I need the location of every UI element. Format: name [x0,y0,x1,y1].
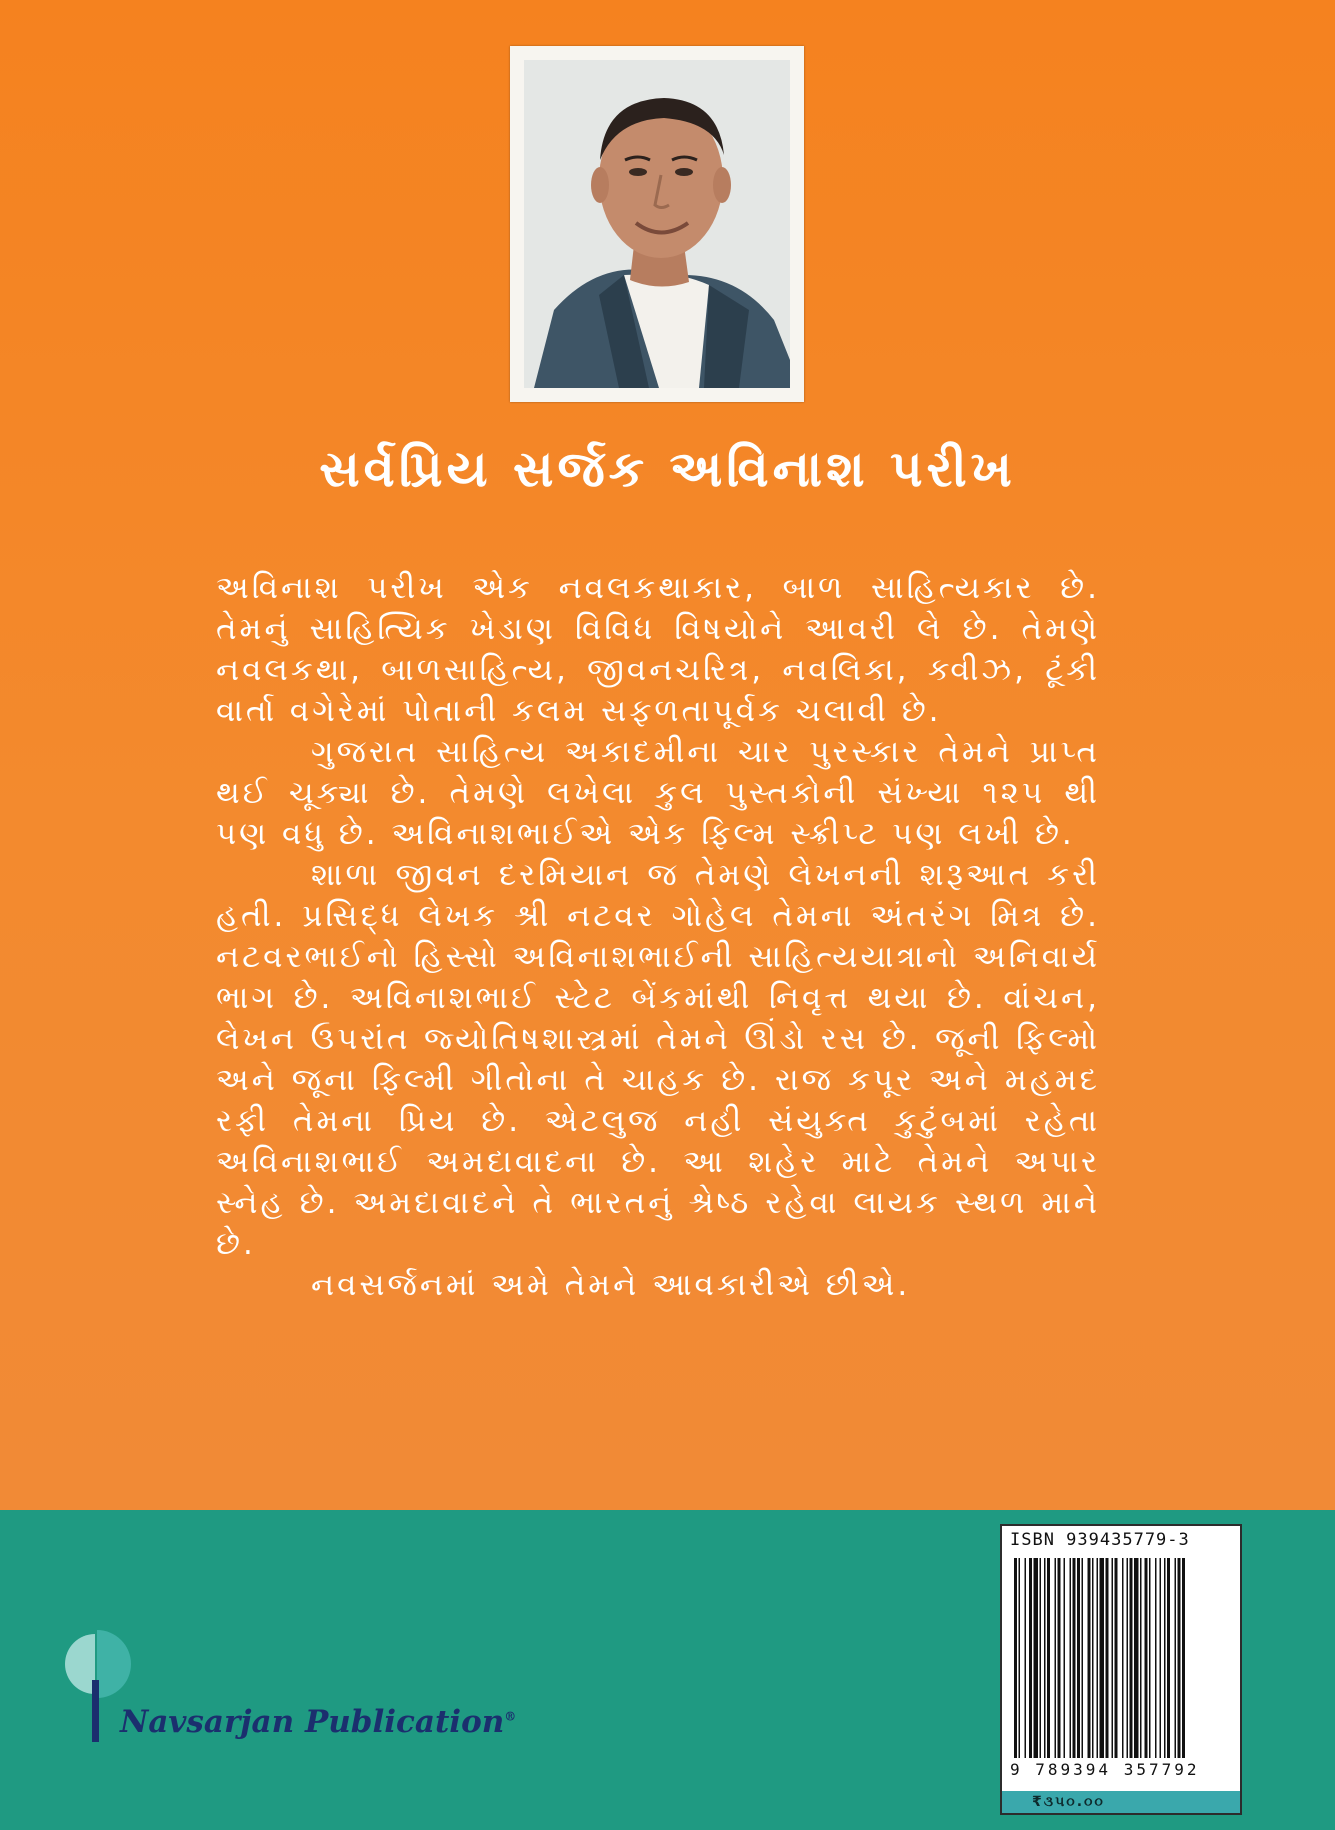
barcode-bar [1130,1558,1133,1758]
bio-paragraph: અવિનાશ પરીખ એક નવલકથાકાર, બાળ સાહિત્યકાર છે. તેમનું સાહિત્યિક ખેડાણ વિવિધ વિષયોને આવરી લે છે. તેમણે નવલકથા, બાળસાહિત્ય, જીવનચરિત્ર, નવલિકા, ક્વીઝ, ટૂંકી વાર્તા વગેરેમાં પોતાની કલમ સફળતાપૂર્વક ચલાવી છે. [216,570,1100,729]
barcode-bar [1019,1558,1021,1758]
barcode-bar [1100,1558,1105,1758]
publisher-name [120,1704,516,1740]
barcode-bar [1055,1558,1057,1758]
publisher-name-text: Navsarjan Publication [120,1704,505,1740]
price-code: ₹૩૫૦.૦૦ [1002,1791,1240,1813]
author-photo-frame [510,46,804,402]
barcode-bar [1044,1558,1046,1758]
barcode-bar [1155,1558,1157,1758]
registered-mark: ® [504,1709,517,1724]
barcode-bar [1047,1558,1050,1758]
author-photo [524,60,790,388]
bio-paragraph: શાળા જીવન દરમિયાન જ તેમણે લેખનની શરૂઆત કરી હતી. પ્રસિદ્ધ લેખક શ્રી નટવર ગોહેલ તેમના અંતરંગ મિત્ર છે. નટવરભાઈનો હિસ્સો અવિનાશભાઈની સાહિત્યયાત્રાનો અનિવાર્ય ભાગ છે. અવિનાશભાઈ સ્ટેટ બેંકમાંથી નિવૃત્ત થયા છે. વાંચન, લેખન ઉપરાંત જ્યોતિષશાસ્ત્રમાં તેમને ઊંડો રસ છે. જૂની ફિલ્મો અને જૂના ફિલ્મી ગીતોના તે ચાહક છે. રાજ કપૂર અને મહમદ રફી તેમના પ્રિય છે. એટલુજ નહી સંયુક્ત કુટુંબમાં રહેતા અવિનાશભાઈ અમદાવાદના છે. આ શહેર માટે તેમને અપાર સ્નેહ છે. અમદાવાદને તે ભારતનું શ્રેષ્ઠ રહેવા લાયક સ્થળ માને છે. [216,857,1100,1262]
author-portrait-illustration [524,60,790,388]
bio-paragraph: નવસર્જનમાં અમે તેમને આવકારીએ છીએ. [311,1267,911,1303]
barcode-bar [1040,1558,1042,1758]
barcode-bar [1145,1558,1148,1758]
barcode-bar [1115,1558,1118,1758]
barcode-bar [1064,1558,1066,1758]
barcode-bar [1149,1558,1151,1758]
isbn-label: ISBN 939435779-3 [1010,1530,1190,1550]
barcode-bar [1178,1558,1181,1758]
barcode-bar [1182,1558,1185,1758]
barcode-bar [1073,1558,1076,1758]
barcode-bar [1082,1558,1084,1758]
barcode-bar [1029,1558,1032,1758]
barcode-bar [1140,1558,1142,1758]
bio-paragraph: ગુજરાત સાહિત્ય અકાદમીના ચાર પુરસ્કાર તેમને પ્રાપ્ત થઈ ચૂક્યા છે. તેમણે લખેલા કુલ પુસ્તકોની સંખ્યા ૧૨૫ થી પણ વધુ છે. અવિનાશભાઈએ એક ફિલ્મ સ્ક્રીપ્ટ પણ લખી છે. [216,734,1100,852]
barcode-bar [1088,1558,1091,1758]
barcode-bar [1097,1558,1099,1758]
barcode-bar [1134,1558,1139,1758]
barcode-bar [1070,1558,1072,1758]
barcode-bar [1014,1558,1017,1758]
barcode-digits: 9 789394 357792 [1010,1760,1200,1779]
barcode-bar [1034,1558,1039,1758]
barcode-bar [1106,1558,1109,1758]
barcode-bar [1122,1558,1124,1758]
barcode-bar [1127,1558,1129,1758]
author-bio [216,568,1100,1306]
barcode-bars [1014,1558,1228,1758]
barcode-bar [1058,1558,1061,1758]
barcode-bar [1175,1558,1177,1758]
publisher-logo [62,1620,562,1750]
barcode-bar [1112,1558,1114,1758]
barcode-bar [1077,1558,1080,1758]
barcode-bar [1164,1558,1166,1758]
barcode-bar [1167,1558,1170,1758]
barcode-bar [1092,1558,1094,1758]
barcode-bar [1025,1558,1027,1758]
author-title: સર્વપ્રિય સર્જક અવિનાશ પરીખ [319,440,1016,498]
barcode-box [1000,1524,1242,1815]
barcode-bar [1160,1558,1162,1758]
